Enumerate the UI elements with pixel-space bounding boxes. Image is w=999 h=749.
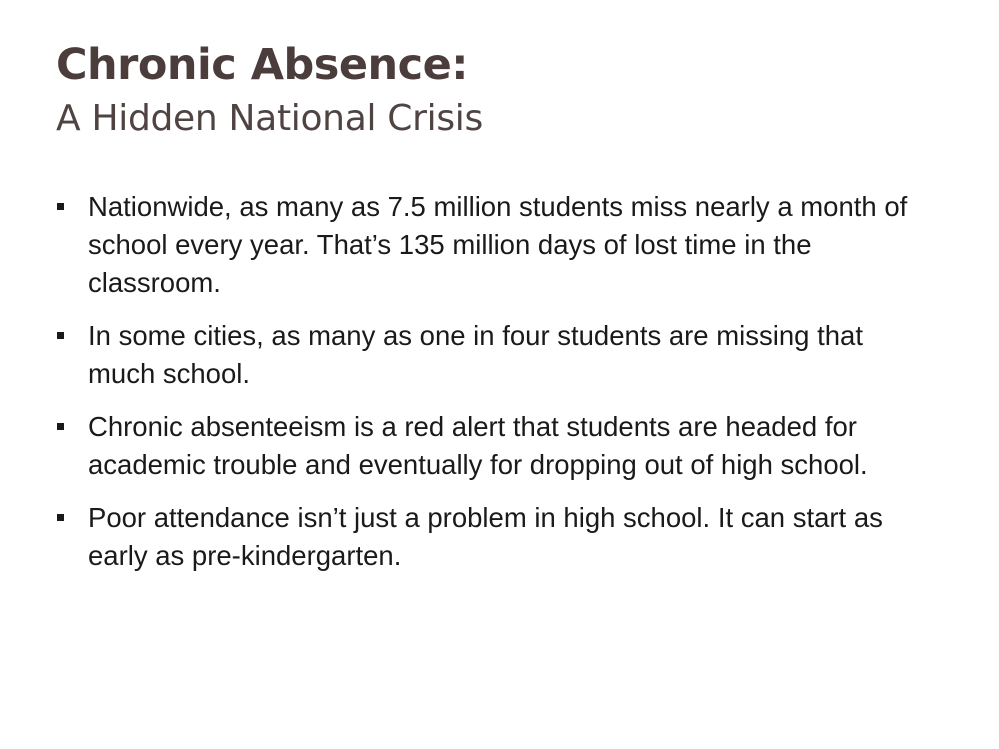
- bullet-text: Poor attendance isn’t just a problem in high school. It can start as early as pre-kindergarten.: [88, 502, 883, 571]
- title-block: [56, 36, 936, 144]
- square-bullet-icon: [57, 423, 64, 430]
- bullet-text: In some cities, as many as one in four students are missing that much school.: [88, 320, 863, 389]
- square-bullet-icon: [57, 514, 64, 521]
- slide-title: Chronic Absence:: [56, 40, 469, 90]
- slide-subtitle: A Hidden National Crisis: [56, 98, 483, 139]
- square-bullet-icon: [57, 203, 64, 210]
- square-bullet-icon: [57, 332, 64, 339]
- bullet-item: [56, 499, 936, 575]
- bullet-item: [56, 317, 936, 393]
- bullet-text: Nationwide, as many as 7.5 million students miss nearly a month of school every year. That’s 135 million days of lost time in the classroom.: [88, 191, 908, 298]
- bullet-item: [56, 408, 936, 484]
- bullet-text: Chronic absenteeism is a red alert that students are headed for academic trouble and eventually for dropping out of high school.: [88, 411, 868, 480]
- bullet-item: [56, 188, 936, 302]
- bullet-list: [56, 188, 936, 590]
